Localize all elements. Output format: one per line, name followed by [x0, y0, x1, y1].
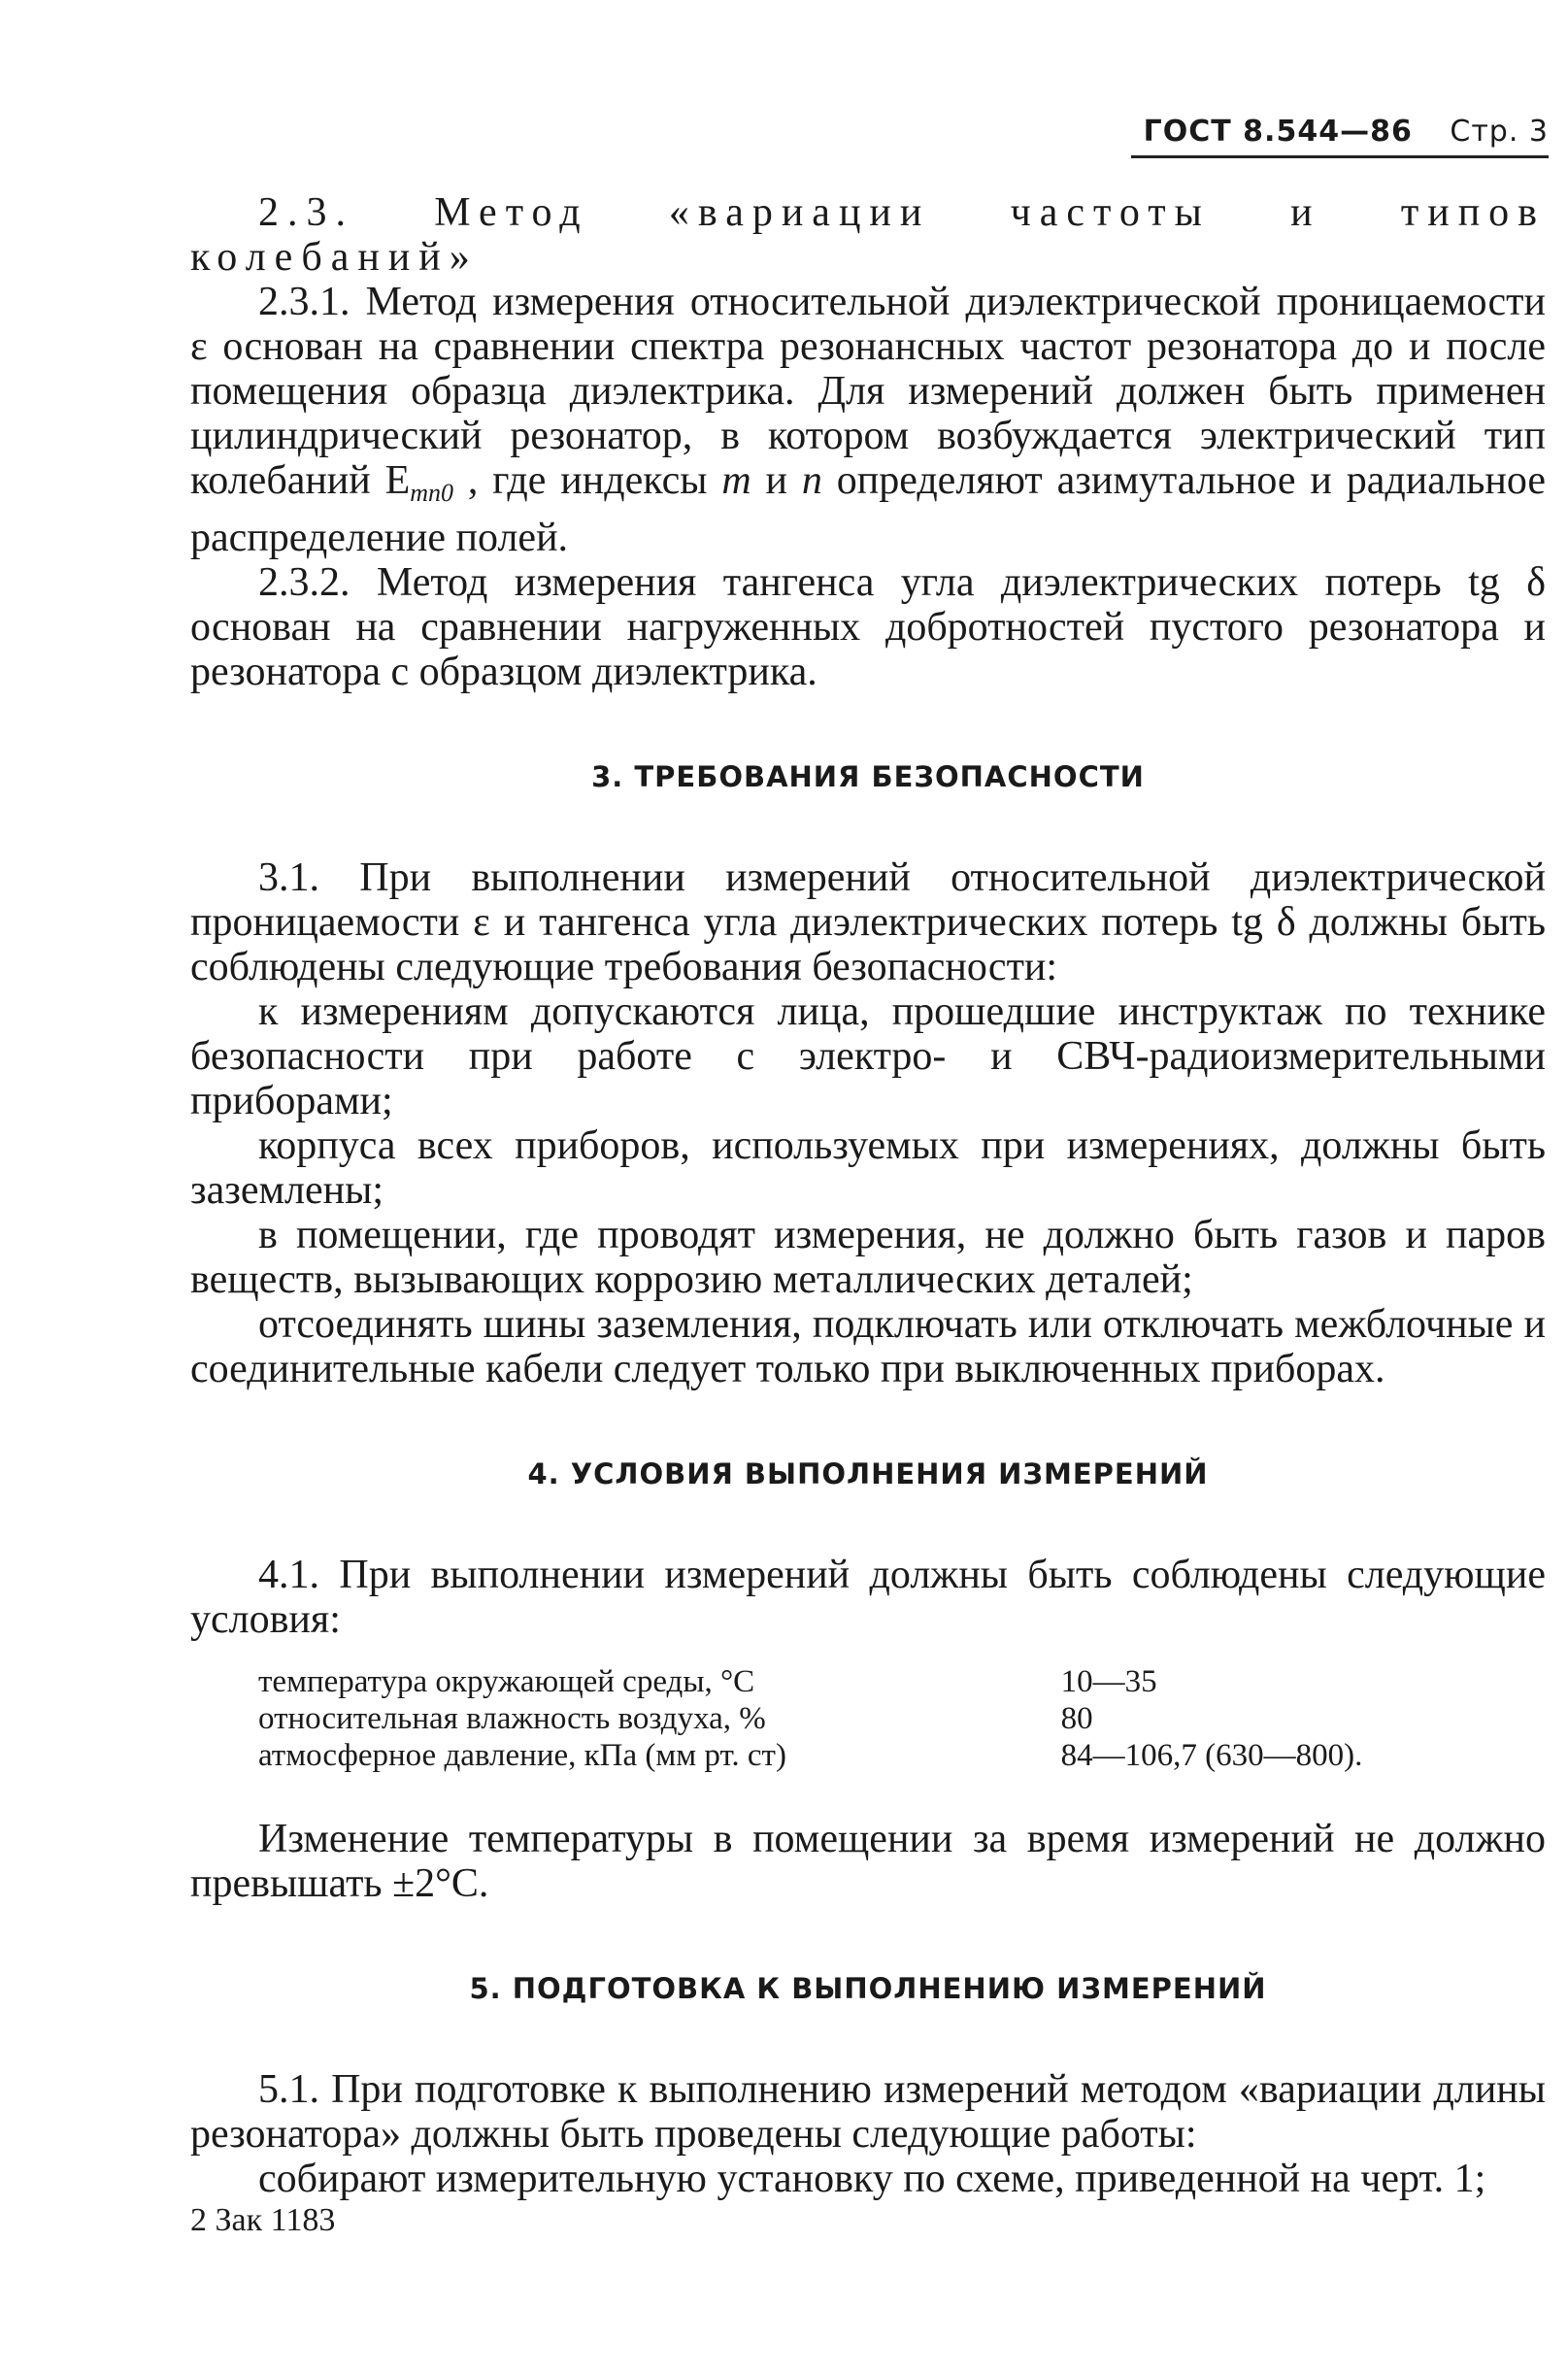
section-5-heading: 5. ПОДГОТОВКА К ВЫПОЛНЕНИЮ ИЗМЕРЕНИЙ: [469, 1972, 1267, 2005]
paragraph-3-1: 3.1. При выполнении измерений относительной диэлектрической проницаемости ε и тангенса угла диэлектрических потерь tg δ должны быть соблюдены следующие требования безопасности:: [190, 855, 1546, 989]
condition-value: 84—106,7 (630—800).: [1060, 1738, 1363, 1773]
paragraph-2-3-2: 2.3.2. Метод измерения тангенса угла диэлектрических потерь tg δ основан на сравнении нагруженных добротностей пустого резонатора и резонатора с образцом диэлектрика.: [190, 560, 1546, 694]
condition-label: температура окружающей среды, °С: [258, 1664, 755, 1699]
safety-requirement-4: отсоединять шины заземления, подключать или отключать межблочные и соединительные кабели следует только при выключенных приборах.: [190, 1302, 1546, 1391]
temperature-note: Изменение температуры в помещении за время измерений не должно превышать ±2°С.: [190, 1817, 1546, 1906]
document-body: [190, 190, 1546, 2201]
page-number: Стр. 3: [1450, 115, 1549, 149]
index-m: m: [721, 458, 751, 503]
section-2-3-title: 2.3. Метод «вариации частоты и типов колебаний»: [190, 190, 1546, 280]
standard-number: ГОСТ 8.544—86: [1143, 115, 1413, 149]
condition-row-temperature: [258, 1663, 1452, 1700]
condition-label: атмосферное давление, кПа (мм рт. ст): [258, 1738, 786, 1773]
page-header: [1144, 115, 1549, 149]
print-order-mark: 2 Зак 1183: [190, 2202, 336, 2238]
mode-subscript: mn0: [410, 479, 454, 507]
paragraph-5-1: 5.1. При подготовке к выполнению измерений методом «вариации длины резонатора» должны быть проведены следующие работы:: [190, 2067, 1546, 2157]
preparation-step-1: собирают измерительную установку по схеме, приведенной на черт. 1;: [258, 2157, 1486, 2201]
condition-row-pressure: [258, 1737, 1452, 1774]
safety-requirement-2: корпуса всех приборов, используемых при измерениях, должны быть заземлены;: [190, 1123, 1546, 1213]
paragraph-4-1: 4.1. При выполнении измерений должны быть соблюдены следующие условия:: [190, 1553, 1546, 1642]
conditions-table: [258, 1663, 1452, 1774]
section-4-heading: 4. УСЛОВИЯ ВЫПОЛНЕНИЯ ИЗМЕРЕНИЙ: [527, 1457, 1209, 1490]
header-rule: [1131, 155, 1549, 158]
paragraph-2-3-1: 2.3.1. Метод измерения относительной диэлектрической проницаемости ε основан на сравнении спектра резонансных частот резонатора до и после помещения образца диэлектрика. Для измерений должен быть применен цилиндрический резонатор, в котором возбуждается электрический тип колебаний $E_{mn0}$ , где индексы m и n определяют азимутальное и радиальное распределение полей.: [190, 280, 1546, 560]
condition-value: 80: [1060, 1701, 1093, 1736]
condition-row-humidity: [258, 1700, 1452, 1737]
section-3-heading: 3. ТРЕБОВАНИЯ БЕЗОПАСНОСТИ: [591, 760, 1145, 793]
safety-requirement-3: в помещении, где проводят измерения, не должно быть газов и паров веществ, вызывающих коррозию металлических деталей;: [190, 1213, 1546, 1302]
condition-value: 10—35: [1060, 1664, 1157, 1699]
condition-label: относительная влажность воздуха, %: [258, 1701, 766, 1736]
safety-requirement-1: к измерениям допускаются лица, прошедшие инструктаж по технике безопасности при работе с электро- и СВЧ-радиоизмерительными приборами;: [190, 989, 1546, 1123]
index-n: n: [801, 458, 822, 503]
